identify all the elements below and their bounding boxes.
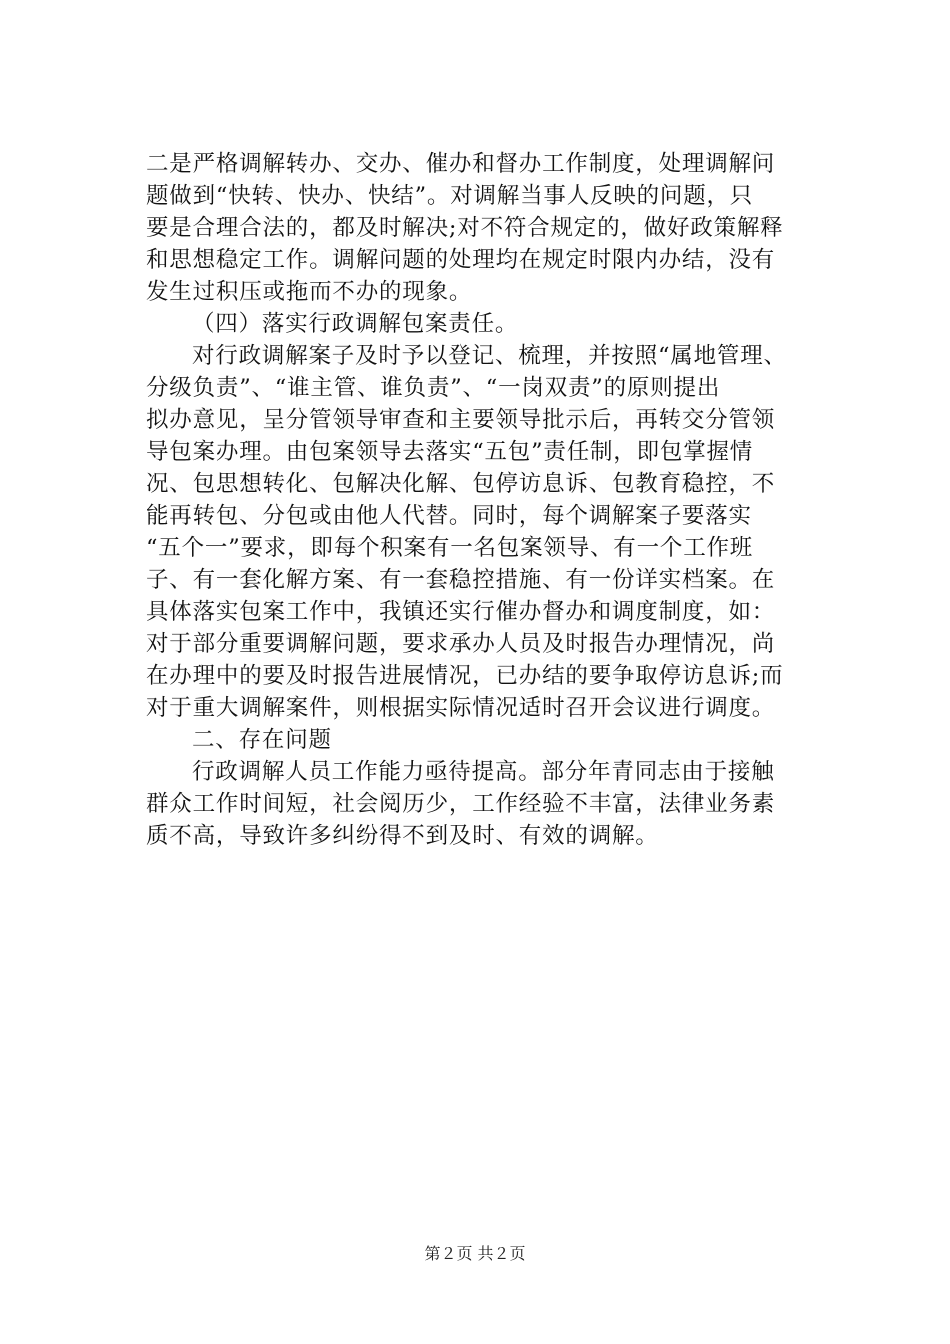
body-line: 分级负责”、“谁主管、谁负责”、“一岗双责”的原则提出 (146, 375, 721, 401)
body-line: 二是严格调解转办、交办、催办和督办工作制度，处理调解问 (146, 151, 776, 177)
body-line: 和思想稳定工作。调解问题的处理均在规定时限内办结，没有 (146, 247, 776, 273)
section-heading: 二、存在问题 (192, 727, 332, 753)
body-line: 发生过积压或拖而不办的现象。 (146, 279, 473, 305)
body-line: 要是合理合法的，都及时解决;对不符合规定的，做好政策解释 (146, 215, 784, 241)
body-line: 质不高，导致许多纠纷得不到及时、有效的调解。 (146, 823, 659, 849)
page-number-footer: 第２页 共２页 (424, 1244, 526, 1263)
body-line: 子、有一套化解方案、有一套稳控措施、有一份详实档案。在 (146, 567, 776, 593)
paragraph-start-line: 对行政调解案子及时予以登记、梳理，并按照“属地管理、 (192, 343, 787, 369)
body-line: 具体落实包案工作中，我镇还实行催办督办和调度制度，如： (146, 599, 776, 625)
body-line: 题做到“快转、快办、快结”。对调解当事人反映的问题，只 (146, 183, 754, 209)
body-line: 对于重大调解案件，则根据实际情况适时召开会议进行调度。 (146, 695, 776, 721)
body-line: “五个一”要求，即每个积案有一名包案领导、有一个工作班 (146, 535, 754, 561)
body-line: 在办理中的要及时报告进展情况，已办结的要争取停访息诉;而 (146, 663, 784, 689)
body-line: 群众工作时间短，社会阅历少，工作经验不丰富，法律业务素 (146, 791, 776, 817)
body-line: 能再转包、分包或由他人代替。同时，每个调解案子要落实 (146, 503, 752, 529)
body-line: 导包案办理。由包案领导去落实“五包”责任制，即包掌握情 (146, 439, 754, 465)
body-line: 对于部分重要调解问题，要求承办人员及时报告办理情况，尚 (146, 631, 776, 657)
section-heading: （四）落实行政调解包案责任。 (192, 311, 519, 337)
body-line: 拟办意见，呈分管领导审查和主要领导批示后，再转交分管领 (146, 407, 776, 433)
paragraph-start-line: 行政调解人员工作能力亟待提高。部分年青同志由于接触 (192, 759, 775, 785)
document-body (146, 148, 836, 852)
body-line: 况、包思想转化、包解决化解、包停访息诉、包教育稳控，不 (146, 471, 776, 497)
